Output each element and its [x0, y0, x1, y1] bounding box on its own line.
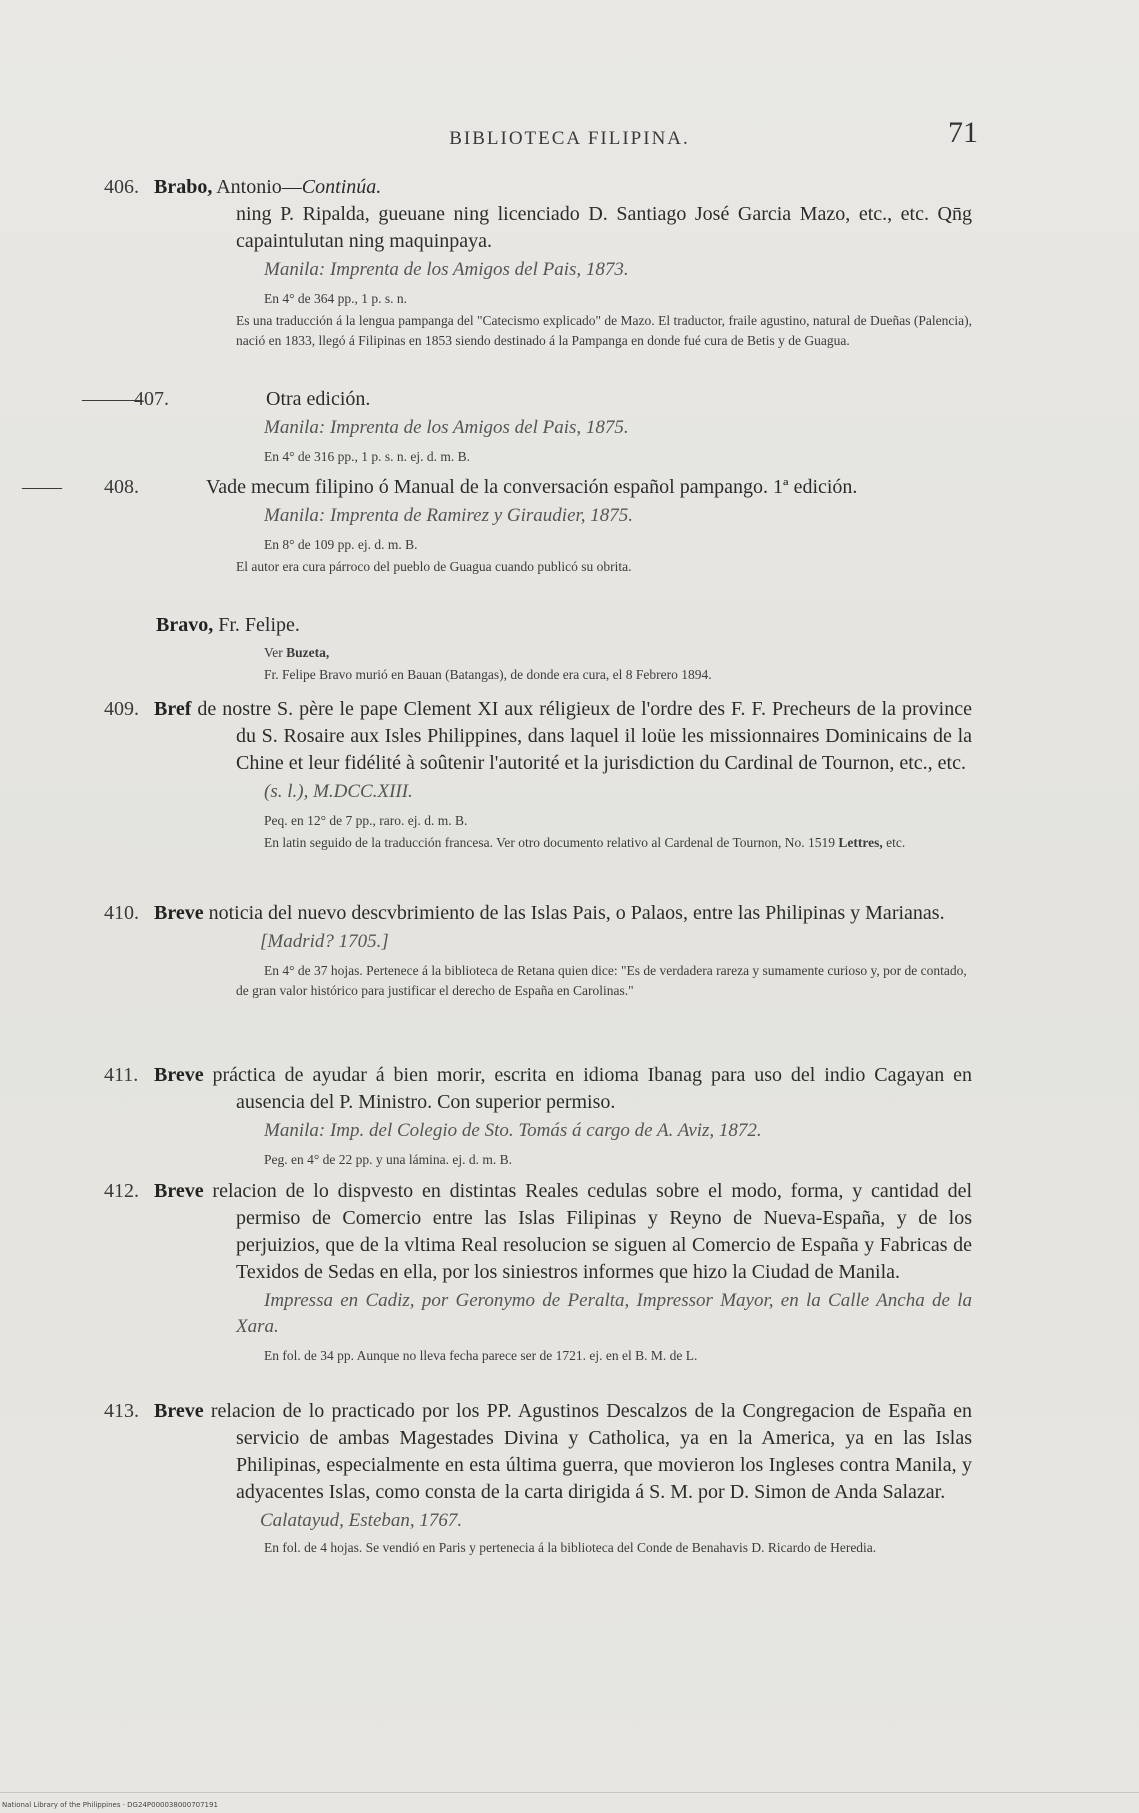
entry-411-title: práctica de ayudar á bien morir, escrita en idioma Ibanag para uso del indio Cagayan en ausencia del P. Ministro. Con superior permiso.: [203, 1064, 972, 1113]
entry-410-title: noticia del nuevo descvbrimiento de las Islas Pais, o Palaos, entre las Philipinas y Marianas.: [203, 902, 945, 924]
entry-412-imprint: Impressa en Cadiz, por Geronymo de Peralta, Impressor Mayor, en la Calle Ancha de la Xara.: [236, 1290, 972, 1337]
entry-number: 413.: [104, 1400, 139, 1422]
entry-406-body: ning P. Ripalda, gueuane ning licenciado D. Santiago José Garcia Mazo, etc., etc. Qn̄g capaintulutan ning maquinpaya.: [236, 203, 972, 252]
entry-406-collation: En 4° de 364 pp., 1 p. s. n.: [264, 291, 408, 306]
note-text-end: etc.: [882, 835, 906, 850]
author-name: Antonio—: [212, 176, 302, 198]
entry-411-imprint: Manila: Imp. del Colegio de Sto. Tomás á cargo de A. Aviz, 1872.: [264, 1120, 762, 1141]
entry-409-title: de nostre S. père le pape Clement XI aux réligieux de l'ordre des F. F. Precheurs de la province du S. Rosaire aux Isles Philippines, dans laquel il loüe les missionnaires Dominicains de la Chine et leur fidélité à soûtenir l'autorité et la jurisdiction du Cardinal de Tournon, etc., etc.: [191, 698, 972, 774]
entry-407-title: Otra edición.: [266, 388, 371, 410]
entry-406: [104, 174, 972, 351]
entry-number: 406.: [104, 176, 139, 198]
entry-409-main: [104, 696, 972, 777]
footer-source: National Library of the Philippines · DG24P000038000707191: [2, 1801, 218, 1809]
entry-407: [82, 386, 972, 467]
headword: Bref: [154, 698, 192, 720]
entry-409: [104, 696, 972, 853]
running-title: BIBLIOTECA FILIPINA.: [449, 128, 690, 149]
entry-406-note: Es una traducción á la lengua pampanga del "Catecismo explicado" de Mazo. El traductor, fraile agustino, natural de Dueñas (Palencia), nació en 1833, llegó á Filipinas en 1853 siendo destinado á la Pampanga en donde fué cura de Betis y de Guagua.: [236, 313, 972, 348]
entry-410-imprint: [Madrid? 1705.]: [260, 931, 389, 952]
continua-label: Continúa.: [301, 176, 382, 198]
entry-408-collation: En 8° de 109 pp. ej. d. m. B.: [264, 537, 418, 552]
entry-number: 410.: [104, 902, 139, 924]
entry-412: [104, 1178, 972, 1366]
note-text: En latin seguido de la traducción francesa. Ver otro documento relativo al Cardenal de Tournon, No. 1519: [264, 835, 839, 850]
entry-412-main: [104, 1178, 972, 1286]
entry-406-main: [104, 174, 972, 201]
entry-409-note: [104, 833, 972, 853]
entry-413-title: relacion de lo practicado por los PP. Agustinos Descalzos de la Congregacion de España en servicio de ambas Magestades Divina y Catholica, ya en la America, ya en las Islas Philipinas, especialmente en esta última guerra, que movieron los Ingleses contra Manila, y adyacentes Islas, como consta de la carta dirigida á S. M. por D. Simon de Anda Salazar.: [203, 1400, 972, 1503]
entry-412-title: relacion de lo dispvesto en distintas Reales cedulas sobre el modo, forma, y cantidad del permiso de Comercio entre las Islas Filipinas y Reyno de Nueva-España, y de los perjuizios, que de la vltima Real resolucion se siguen al Comercio de España y Fabricas de Texidos de Sedas en ella, por los siniestros informes que hizo la Ciudad de Manila.: [203, 1180, 972, 1283]
entry-407-main: [82, 386, 972, 413]
entry-410: [104, 900, 972, 1001]
headword: Brabo,: [154, 176, 213, 198]
entry-407-imprint: Manila: Imprenta de los Amigos del Pais, 1875.: [264, 417, 629, 438]
entry-number: 411.: [104, 1064, 139, 1086]
entry-bravo-main: [104, 612, 972, 639]
headword: Breve: [154, 1064, 204, 1086]
headword: Bravo,: [156, 614, 214, 636]
entry-412-collation: En fol. de 34 pp. Aunque no lleva fecha parece ser de 1721. ej. en el B. M. de L.: [264, 1348, 698, 1363]
note-bold: Lettres,: [838, 835, 883, 850]
entry-bravo: [104, 612, 972, 685]
entry-408-title: Vade mecum filipino ó Manual de la conversación español pampango. 1ª edición.: [206, 476, 858, 498]
ver-ref: Buzeta,: [286, 645, 330, 660]
ditto-dash: ——: [22, 476, 62, 498]
entry-number: 408.: [104, 476, 139, 498]
entry-408-note: El autor era cura párroco del pueblo de Guagua cuando publicó su obrita.: [236, 559, 632, 574]
entry-number: 407.: [134, 388, 169, 410]
entry-409-collation: Peq. en 12° de 7 pp., raro. ej. d. m. B.: [264, 813, 468, 828]
entry-408-main: [22, 474, 972, 501]
entry-413-note: En fol. de 4 hojas. Se vendió en Paris y pertenecia á la biblioteca del Conde de Benahavis D. Ricardo de Heredia.: [264, 1540, 877, 1555]
ditto-dash: ———: [82, 388, 142, 410]
headword: Breve: [154, 902, 204, 924]
entry-407-collation: En 4° de 316 pp., 1 p. s. n. ej. d. m. B.: [264, 449, 471, 464]
entry-410-main: [104, 900, 972, 927]
ver-label: Ver: [264, 645, 287, 660]
entry-number: 409.: [104, 698, 139, 720]
footer-rule: [0, 1792, 1139, 1793]
entry-411-collation: Peg. en 4° de 22 pp. y una lámina. ej. d. m. B.: [264, 1152, 512, 1167]
entry-413: [104, 1398, 972, 1558]
entry-413-main: [104, 1398, 972, 1506]
entry-408-imprint: Manila: Imprenta de Ramirez y Giraudier, 1875.: [264, 505, 634, 526]
entry-413-imprint: Calatayud, Esteban, 1767.: [260, 1510, 463, 1531]
entry-number: 412.: [104, 1180, 139, 1202]
entry-bravo-crossref: [104, 643, 972, 663]
entry-410-note: En 4° de 37 hojas. Pertenece á la biblioteca de Retana quien dice: "Es de verdadera rareza y sumamente curioso y, por de contado, de gran valor histórico para justificar el derecho de España en Carolinas.": [236, 963, 967, 998]
entry-411-main: [104, 1062, 972, 1116]
entry-409-imprint: (s. l.), M.DCC.XIII.: [264, 781, 413, 802]
entry-bravo-note: Fr. Felipe Bravo murió en Bauan (Batangas), de donde era cura, el 8 Febrero 1894.: [264, 667, 712, 682]
entry-406-imprint: Manila: Imprenta de los Amigos del Pais, 1873.: [264, 259, 629, 280]
entry-411: [104, 1062, 972, 1170]
entry-408: [22, 474, 972, 577]
author-name: Fr. Felipe.: [213, 614, 300, 636]
headword: Breve: [154, 1180, 204, 1202]
headword: Breve: [154, 1400, 204, 1422]
page-number: 71: [948, 116, 978, 149]
